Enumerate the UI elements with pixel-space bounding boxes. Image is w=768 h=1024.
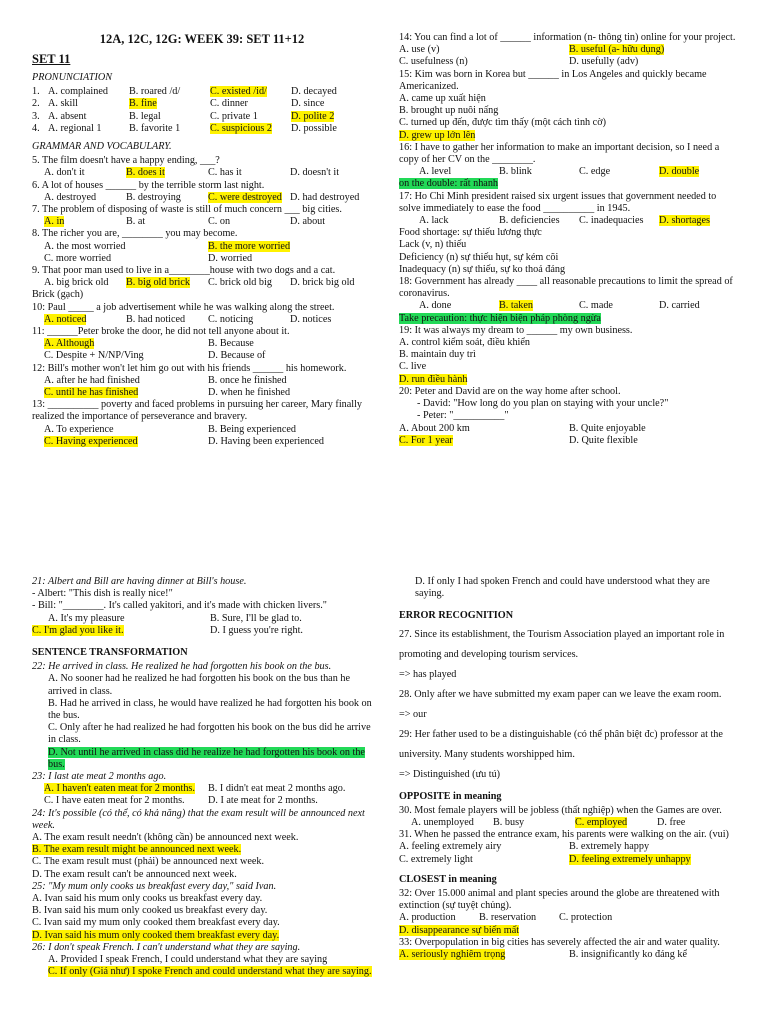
q26-option-c: C. If only (Giá như) I spoke French and could understand what they are saying. [48, 966, 372, 978]
question-22: 22: He arrived in class. He realized he had forgotten his book on the bus. [32, 661, 332, 673]
pron-option-c [210, 123, 291, 135]
option: A. lack [419, 215, 449, 227]
q24-option-b: B. The exam result might be announced next week. [32, 844, 242, 856]
question: 19: It was always my dream to ______ my own business. [399, 324, 633, 336]
grammar-option: A. the most worried [44, 240, 126, 252]
q32-option-c: C. protection [559, 912, 613, 924]
option [399, 374, 739, 386]
pron-option-b: B. favorite 1 [129, 122, 181, 134]
pron-option-c: C. private 1 [210, 110, 258, 122]
grammar-option: B. once he finished [208, 374, 287, 386]
q31-option-a: A. feeling extremely airy [399, 841, 502, 853]
question-27: 27. Since its establishment, the Tourism Association played an important role in promoting and developing tourism services. [399, 628, 725, 660]
option: D. Quite flexible [569, 434, 638, 446]
grammar-options [44, 241, 372, 265]
grammar-option: C. on [208, 216, 231, 228]
question-32: 32: Over 15.000 animal and plant species around the globe are threatened with extinction (sự tuyệt chủng). [399, 888, 720, 912]
grammar-question: 13: __________ poverty and faced problems in pursuing her career, Mary finally realized the importance of perseverance and bravery. [32, 399, 363, 423]
pron-option-b [129, 98, 210, 110]
grammar-option: B. destroying [126, 191, 181, 203]
options [419, 166, 739, 178]
grammar-options [44, 192, 372, 204]
options [419, 215, 739, 227]
options [399, 44, 739, 68]
pron-number: 1. [32, 86, 40, 98]
pron-option-c-highlight: C. suspicious 2 [210, 122, 272, 134]
q32-option-a: A. production [399, 912, 456, 924]
grammar-option: C. noticing [208, 313, 254, 325]
grammar-option-highlight: B. big old brick [126, 277, 190, 289]
option: A. level [419, 166, 452, 178]
option [399, 435, 569, 447]
option: C. live [399, 361, 427, 373]
grammar-option: C. more worried [44, 252, 112, 264]
grammar-heading: GRAMMAR AND VOCABULARY. [32, 141, 172, 153]
grammar-option: C. Despite + N/NP/Ving [44, 350, 144, 362]
grammar-option: A. To experience [44, 423, 114, 435]
option-highlight: C. For 1 year [399, 434, 453, 446]
q30-option-d: D. free [657, 817, 686, 829]
option: C. made [579, 300, 613, 312]
grammar-option: D. brick big old [290, 277, 355, 289]
grammar-option-highlight: C. Having experienced [44, 435, 138, 447]
answer-29: => Distinguished (ưu tú) [399, 768, 501, 780]
question: 20: Peter and David are on the way home after school. [399, 385, 621, 397]
option: A. came up xuất hiện [399, 93, 486, 105]
grammar-option: C. has it [208, 167, 242, 179]
grammar-question: 11: ______Peter broke the door, he did not tell anyone about it. [32, 326, 290, 338]
pron-option-c-highlight: C. existed /id/ [210, 86, 267, 98]
q33-option-b: B. insignificantly ko đáng kể [569, 949, 687, 961]
option: B. deficiencies [499, 215, 560, 227]
pron-number: 3. [32, 110, 40, 122]
q23-option-c: C. I have eaten meat for 2 months. [44, 795, 185, 807]
q21-option-b: B. Sure, I'll be glad to. [210, 612, 302, 624]
question-31: 31. When he passed the entrance exam, his parents were walking on the air. (vui) [399, 829, 729, 841]
pron-option-a: A. absent [48, 110, 87, 122]
grammar-option: D. when he finished [208, 387, 291, 399]
q30-option-c: C. employed [575, 817, 628, 829]
pron-option-d: D. possible [291, 122, 337, 134]
dialogue-line: - Peter: "__________" [417, 410, 509, 422]
grammar-question: 12: Bill's mother won't let him go out with his friends ______ his homework. [32, 362, 347, 374]
grammar-option-highlight: B. the more worried [208, 240, 291, 252]
questions-14-20 [399, 32, 739, 447]
grammar-option: B. had noticed [126, 313, 186, 325]
option [499, 300, 579, 312]
vocab-note: Deficiency (n) sự thiếu hụt, sự kém cõi [399, 251, 559, 263]
question-21-line-b: - Bill: "________. It's called yakitori, and it's made with chicken livers." [32, 600, 327, 612]
option [659, 215, 739, 227]
option [569, 44, 739, 56]
grammar-option [44, 387, 208, 399]
column-2 [399, 32, 739, 447]
opposite-heading: OPPOSITE in meaning [399, 790, 502, 802]
question: 17: Ho Chi Minh president raised six urgent issues that government needed to solve immediately to ease the food __________ in 1945. [399, 190, 717, 214]
grammar-option: A. destroyed [44, 191, 97, 203]
question-33: 33: Overpopulation in big cities has severely affected the air and water quality. [399, 936, 720, 948]
answer-note-highlight: on the double: rất nhanh [399, 178, 499, 190]
pronunciation-row [32, 111, 372, 123]
q24-option-c: C. The exam result must (phải) be announced next week. [32, 856, 265, 868]
grammar-question: 5. The film doesn't have a happy ending, ___? [32, 155, 220, 167]
option: A. done [419, 300, 452, 312]
option: C. inadequacies [579, 215, 644, 227]
q30-option-a: A. unemployed [411, 817, 474, 829]
grammar-question: 10: Paul _____ a job advertisement while he was walking along the street. [32, 301, 335, 313]
grammar-option [208, 241, 372, 253]
pron-option-b: B. legal [129, 110, 161, 122]
grammar-option-highlight: C. were destroyed [208, 191, 282, 203]
option: B. maintain duy trì [399, 349, 476, 361]
grammar-option: B. at [126, 216, 146, 228]
grammar-option: D. doesn't it [290, 167, 340, 179]
grammar-list [32, 155, 372, 448]
option: D. carried [659, 300, 700, 312]
grammar-option [44, 314, 126, 326]
grammar-options [44, 277, 372, 289]
option-highlight: D. double [659, 166, 700, 178]
grammar-option: D. notices [290, 313, 332, 325]
q25-option-a: A. Ivan said his mum only cooks us breakfast every day. [32, 893, 263, 905]
grammar-option: D. had destroyed [290, 191, 360, 203]
grammar-question: 8. The richer you are, ________ you may become. [32, 228, 238, 240]
grammar-question: 9. That poor man used to live in a________house with two dogs and a cat. [32, 265, 336, 277]
dialogue-line: - David: "How long do you plan on staying with your uncle?" [417, 398, 669, 410]
vocab-note: Food shortage: sự thiếu lương thực [399, 227, 542, 239]
q33-option-a: A. seriously nghiêm trọng [399, 949, 506, 961]
option: B. Quite enjoyable [569, 422, 646, 434]
q25-option-d: D. Ivan said his mum only cooked them breakfast every day. [32, 929, 280, 941]
grammar-option: D. Having been experienced [208, 435, 324, 447]
pron-option-b-highlight: B. fine [129, 98, 157, 110]
grammar-option-highlight: B. does it [126, 167, 165, 179]
option [399, 130, 739, 142]
q23-option-d: D. I ate meat for 2 months. [208, 795, 318, 807]
option-highlight: B. useful (a- hữu dụng) [569, 44, 665, 56]
grammar-option: D. about [290, 216, 326, 228]
grammar-option: B. Being experienced [208, 423, 296, 435]
option-highlight: B. taken [499, 300, 533, 312]
question: 15: Kim was born in Korea but ______ in Los Angeles and quickly became Americanized. [399, 68, 707, 92]
q22-option-a: A. No sooner had he realized he had forgotten his book on the bus than he arrived in class. [48, 673, 350, 697]
grammar-question: 6. A lot of houses ______ by the terrible storm last night. [32, 179, 265, 191]
pron-option-a: A. regional 1 [48, 122, 102, 134]
option-highlight: D. grew up lớn lên [399, 129, 476, 141]
pron-option-d: D. decayed [291, 86, 337, 98]
pronunciation-row [32, 123, 372, 135]
q21-option-c: C. I'm glad you like it. [32, 624, 124, 636]
grammar-option: B. Because [208, 338, 254, 350]
question: 14: You can find a lot of ______ information (n- thông tin) online for your project. [399, 32, 736, 43]
grammar-options [44, 216, 372, 228]
answer-note-highlight: Take precaution: thực hiện biện pháp phòng ngừa [399, 312, 601, 324]
pron-option-b: B. roared /d/ [129, 86, 181, 98]
grammar-option-highlight: A. Although [44, 338, 95, 350]
answer-27: => has played [399, 668, 457, 680]
pronunciation-row [32, 98, 372, 110]
pron-number: 4. [32, 122, 40, 134]
column-4 [399, 576, 739, 961]
q21-option-a: A. It's my pleasure [48, 612, 125, 624]
grammar-options [44, 424, 372, 448]
grammar-option: D. worried [208, 252, 253, 264]
q24-option-a: A. The exam result needn't (không cần) be announced next week. [32, 832, 299, 844]
option-highlight: D. shortages [659, 215, 710, 227]
question: 18: Government has already ____ all reasonable precautions to limit the spread of coronavirus. [399, 276, 733, 300]
q25-option-c: C. Ivan said my mum only cooked them breakfast every day. [32, 917, 280, 929]
question: 16: I have to gather her information to make an important decision, so I need a copy of her CV on the ________. [399, 141, 720, 166]
question-28: 28. Only after we have submitted my exam paper can we leave the exam room. [399, 688, 722, 700]
grammar-option: A. don't it [44, 167, 85, 179]
grammar-option: A. after he had finished [44, 374, 140, 386]
q31-option-d: D. feeling extremely unhappy [569, 853, 691, 865]
q21-option-d: D. I guess you're right. [210, 624, 303, 636]
grammar-options [44, 338, 372, 362]
option: C. usefulness (n) [399, 56, 468, 68]
grammar-option [126, 277, 208, 289]
grammar-option: A. big brick old [44, 277, 109, 289]
option [659, 166, 739, 178]
q23-option-b: B. I didn't eat meat 2 months ago. [208, 783, 346, 795]
grammar-option-highlight: C. until he has finished [44, 387, 139, 399]
grammar-option [44, 436, 208, 448]
option: C. edge [579, 166, 611, 178]
q22-option-b: B. Had he arrived in class, he would have realized he had forgotten his book on the bus. [48, 697, 372, 722]
q26-option-d: D. If only I had spoken French and could have understood what they are saying. [415, 576, 710, 600]
q23-option-a: A. I haven't eaten meat for 2 months. [44, 783, 195, 795]
page-title: 12A, 12C, 12G: WEEK 39: SET 11+12 [99, 32, 305, 46]
grammar-option-highlight: A. noticed [44, 313, 87, 325]
q22-option-c: C. Only after he had realized he had forgotten his book on the bus did he arrive in class. [48, 722, 371, 746]
option-highlight: D. run điều hành [399, 373, 468, 385]
pron-option-d [291, 111, 372, 123]
q32-option-b: B. reservation [479, 912, 537, 924]
error-recognition-heading: ERROR RECOGNITION [399, 610, 514, 622]
grammar-option [44, 216, 126, 228]
pronunciation-heading: PRONUNCIATION [32, 72, 112, 83]
pron-option-a: A. skill [48, 98, 79, 110]
grammar-option [126, 167, 208, 179]
vocab-note: Inadequacy (n) sự thiếu, sự ko thoả đáng [399, 263, 566, 275]
option: D. usefully (adv) [569, 56, 639, 68]
question-23: 23: I last ate meat 2 months ago. [32, 771, 167, 783]
option: B. blink [499, 166, 532, 178]
grammar-option [208, 192, 290, 204]
set-heading: SET 11 [32, 52, 71, 66]
pron-option-c [210, 86, 291, 98]
column-1 [32, 32, 372, 448]
pronunciation-row [32, 86, 372, 98]
option: C. turned up đến, được tìm thấy (một cách tình cờ) [399, 117, 606, 129]
question-21-line-a: - Albert: "This dish is really nice!" [32, 588, 173, 600]
grammar-option-highlight: A. in [44, 216, 65, 228]
q26-option-a: A. Provided I speak French, I could understand what they are saying [48, 954, 328, 966]
question-24: 24: It's possible (có thể, có khả năng) that the exam result will be announced next week. [32, 807, 365, 831]
options [419, 300, 739, 312]
q30-option-b: B. busy [493, 817, 525, 829]
vocab-note: Lack (v, n) thiếu [399, 239, 467, 251]
question-26: 26: I don't speak French. I can't understand what they are saying. [32, 941, 301, 953]
option: A. control kiểm soát, điều khiển [399, 337, 530, 349]
option: A. About 200 km [399, 422, 470, 434]
grammar-note: Brick (gạch) [32, 289, 84, 301]
q31-option-b: B. extremely happy [569, 841, 650, 853]
q31-option-c: C. extremely light [399, 853, 473, 865]
grammar-option: C. brick old big [208, 277, 272, 289]
answer-28: => our [399, 708, 427, 720]
q24-option-d: D. The exam result can't be announced next week. [32, 868, 237, 880]
question-30: 30. Most female players will be jobless (thất nghiệp) when the Games are over. [399, 804, 722, 816]
pronunciation-list [32, 86, 372, 135]
closest-heading: CLOSEST in meaning [399, 873, 497, 885]
options [399, 423, 739, 447]
pron-option-d: D. since [291, 98, 325, 110]
sentence-transformation-heading: SENTENCE TRANSFORMATION [32, 647, 188, 659]
grammar-options [44, 167, 372, 179]
grammar-question: 7. The problem of disposing of waste is still of much concern ___ big cities. [32, 204, 342, 216]
grammar-option [44, 338, 208, 350]
pron-option-d-highlight: D. polite 2 [291, 110, 335, 122]
answer-note [399, 178, 739, 190]
grammar-option: D. Because of [208, 350, 266, 362]
q22-option-d: D. Not until he arrived in class did he realize he had forgotten his book on the bus. [48, 746, 365, 770]
grammar-options [44, 314, 372, 326]
question-29: 29: Her father used to be a distinguishable (có thể phân biệt đc) professor at the university. Many students worshipped him. [399, 728, 723, 760]
option: B. brought up nuôi nấng [399, 105, 499, 117]
q32-option-d: D. disappearance sự biến mất [399, 924, 520, 936]
question-21: 21: Albert and Bill are having dinner at Bill's house. [32, 576, 247, 587]
option: A. use (v) [399, 44, 440, 56]
question-25: 25: "My mum only cooks us breakfast every day," said Ivan. [32, 880, 277, 892]
pron-number: 2. [32, 98, 40, 110]
pron-option-c: C. dinner [210, 98, 248, 110]
pron-option-a: A. complained [48, 86, 108, 98]
grammar-options [44, 375, 372, 399]
column-3 [32, 576, 372, 979]
q25-option-b: B. Ivan said his mum only cooked us breakfast every day. [32, 905, 268, 917]
answer-note [399, 313, 739, 325]
